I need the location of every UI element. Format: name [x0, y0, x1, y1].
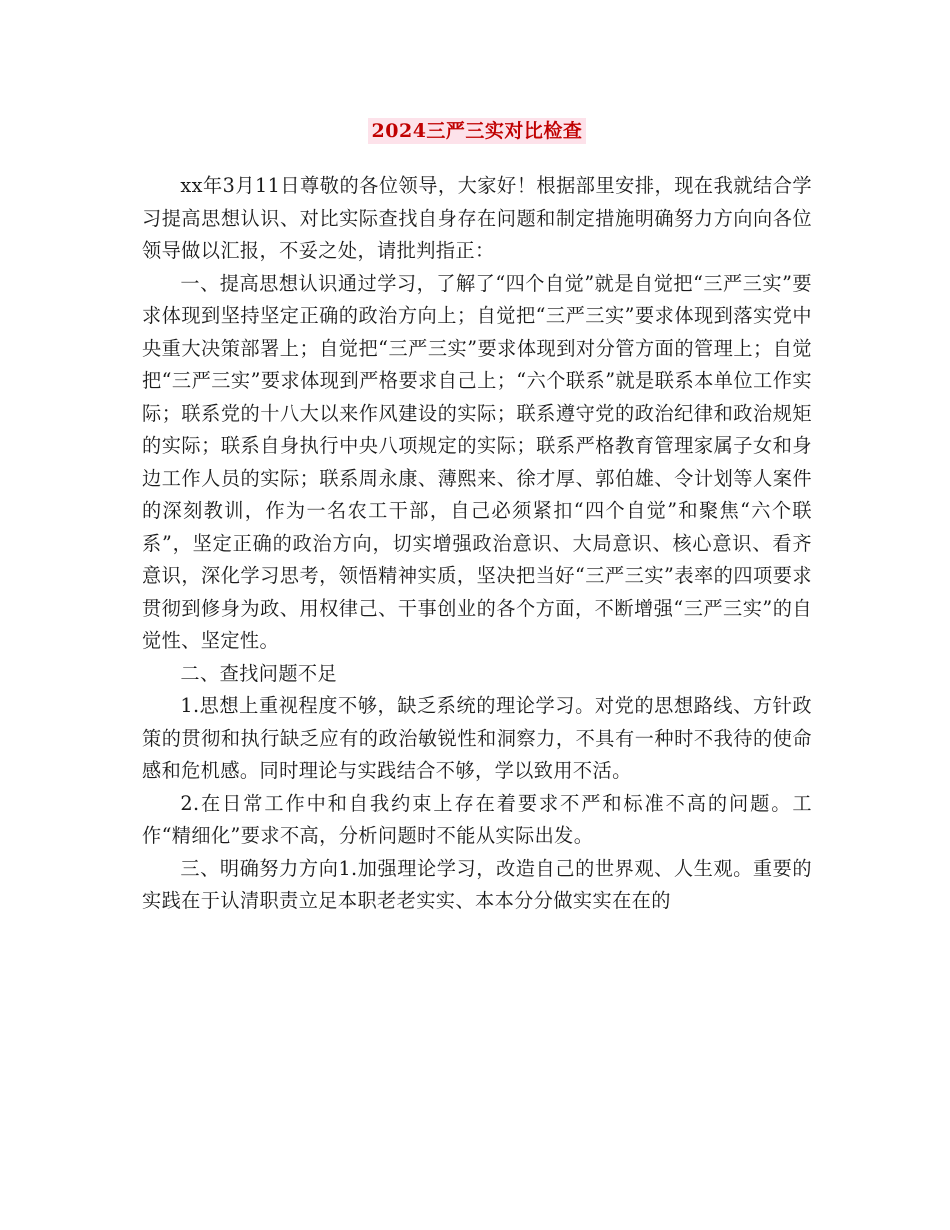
paragraph-intro: xx年3月11日尊敬的各位领导，大家好！根据部里安排，现在我就结合学习提高思想认识、对比实际查找自身存在问题和制定措施明确努力方向向各位领导做以汇报，不妥之处，请批判指正： — [142, 174, 812, 262]
title-wrap — [142, 118, 812, 144]
paragraph-section-3: 三、明确努力方向1.加强理论学习，改造自己的世界观、人生观。重要的实践在于认清职责立足本职老老实实、本本分分做实实在在的 — [142, 856, 812, 912]
document-body — [142, 170, 812, 918]
paragraph-section-1: 一、提高思想认识通过学习，了解了“四个自觉”就是自觉把“三严三实”要求体现到坚持坚定正确的政治方向上；自觉把“三严三实”要求体现到落实党中央重大决策部署上；自觉把“三严三实”要求体现到对分管方面的管理上；自觉把“三严三实”要求体现到严格要求自己上；“六个联系”就是联系本单位工作实际；联系党的十八大以来作风建设的实际；联系遵守党的政治纪律和政治规矩的实际；联系自身执行中央八项规定的实际；联系严格教育管理家属子女和身边工作人员的实际；联系周永康、薄熙来、徐才厚、郭伯雄、令计划等人案件的深刻教训，作为一名农工干部，自己必须紧扣“四个自觉”和聚焦“六个联系”，坚定正确的政治方向，切实增强政治意识、大局意识、核心意识、看齐意识，深化学习思考，领悟精神实质，坚决把当好“三严三实”表率的四项要求贯彻到修身为政、用权律己、干事创业的各个方面，不断增强“三严三实”的自觉性、坚定性。 — [142, 271, 812, 652]
paragraph-section-2-heading: 二、查找问题不足 — [180, 661, 338, 685]
paragraph-problem-2: 2.在日常工作中和自我约束上存在着要求不严和标准不高的问题。工作“精细化”要求不高，分析问题时不能从实际出发。 — [142, 791, 812, 847]
paragraph-problem-1: 1.思想上重视程度不够，缺乏系统的理论学习。对党的思想路线、方针政策的贯彻和执行缺乏应有的政治敏锐性和洞察力，不具有一种时不我待的使命感和危机感。同时理论与实践结合不够，学以致用不活。 — [142, 694, 812, 782]
document-title: 2024三严三实对比检查 — [368, 118, 587, 144]
